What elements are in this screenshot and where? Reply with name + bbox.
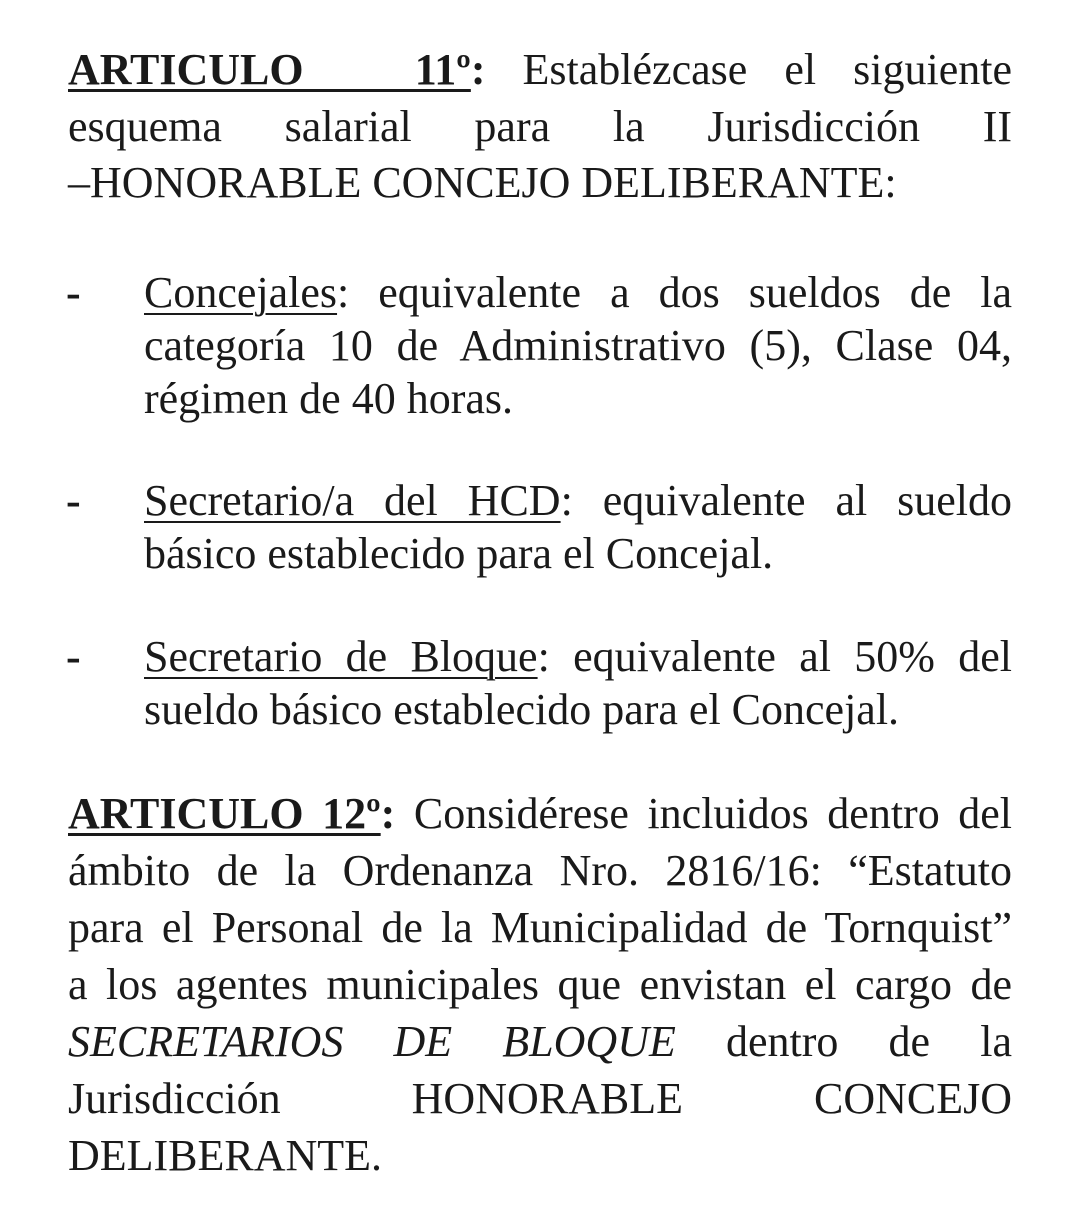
list-item-text [144, 474, 1012, 580]
article-12-line-1 [68, 785, 1012, 842]
list-item-title: Secretario de Bloque [144, 632, 538, 681]
list-item-line-1-text: : equivalente al sueldo [560, 476, 1012, 525]
article-12-colon: : [380, 789, 396, 838]
article-12-line-6: Jurisdicción HONORABLE CONCEJO [68, 1074, 1012, 1123]
article-12-line-3: para el Personal de la Municipalidad de Tornquist” [68, 903, 1012, 952]
article-11-label: ARTICULO 11º [68, 45, 471, 94]
list-item-title: Concejales [144, 268, 338, 317]
article-12-label: ARTICULO 12º [68, 789, 381, 838]
list-item-text [144, 266, 1012, 425]
list-item-line-2: básico establecido para el Concejal. [144, 529, 774, 578]
list-item-text [144, 630, 1012, 736]
article-11-colon: : [470, 45, 486, 94]
list-item-line-3: régimen de 40 horas. [144, 374, 513, 423]
article-12-line-5 [68, 1013, 1012, 1070]
article-12-line-2: ámbito de la Ordenanza Nro. 2816/16: “Estatuto [68, 846, 1012, 895]
article-12-line-7: DELIBERANTE. [68, 1131, 383, 1180]
list-item-line-1 [144, 474, 1012, 527]
article-12-line-4: a los agentes municipales que envistan el cargo de [68, 960, 1012, 1009]
list-item-line-2: sueldo básico establecido para el Concejal. [144, 685, 900, 734]
article-11-line-1-text: Establézcase el siguiente [522, 45, 1012, 94]
list-dash: - [66, 476, 81, 525]
article-12 [68, 785, 1012, 1184]
list-item-line-1-text: : equivalente al 50% del [537, 632, 1012, 681]
list-dash: - [66, 268, 81, 317]
article-12-italic-term: SECRETARIOS DE BLOQUE [68, 1017, 676, 1066]
list-item-title: Secretario/a del HCD [144, 476, 561, 525]
article-11-line-1 [68, 42, 1012, 99]
list-dash: - [66, 632, 81, 681]
list-item-line-1 [144, 266, 1012, 319]
list-item-line-2: categoría 10 de Administrativo (5), Clase 04, [144, 321, 1012, 370]
article-11 [68, 42, 1012, 212]
article-12-line-1-text: Considérese incluidos dentro del [395, 789, 1012, 838]
article-12-line-5-text: dentro de la [675, 1017, 1012, 1066]
article-11-line-3: –HONORABLE CONCEJO DELIBERANTE: [68, 158, 897, 207]
list-item-line-1 [144, 630, 1012, 683]
list-item-line-1-text: : equivalente a dos sueldos de la [337, 268, 1012, 317]
article-11-line-2: esquema salarial para la Jurisdicción II [68, 101, 1012, 151]
